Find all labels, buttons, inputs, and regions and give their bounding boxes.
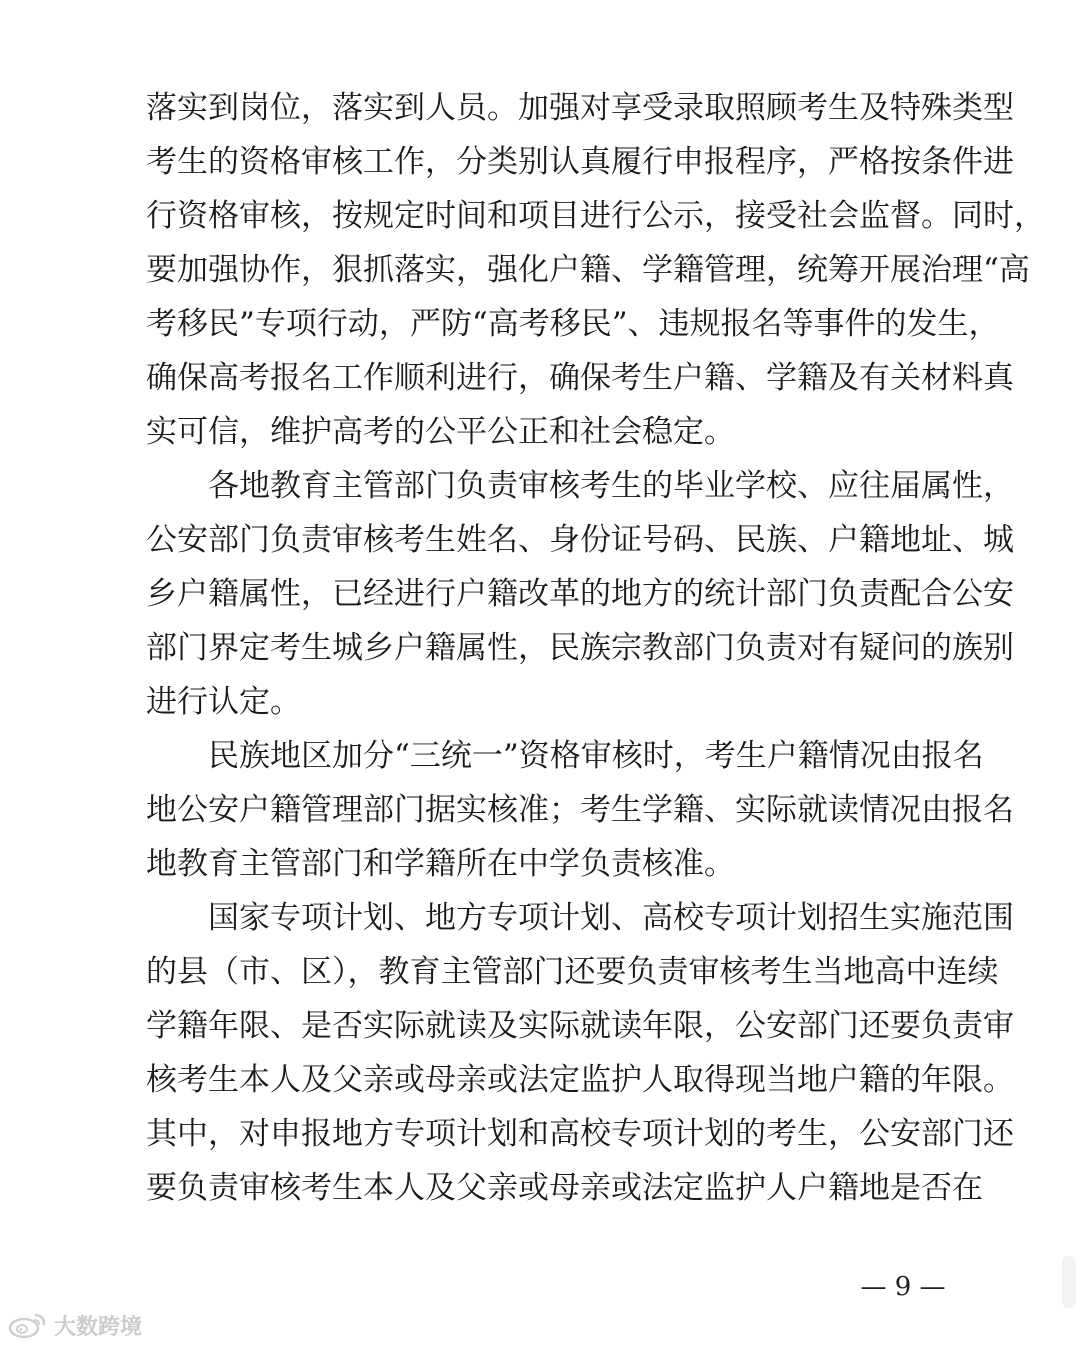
weibo-logo-icon bbox=[6, 1310, 50, 1340]
text-line: 行资格审核，按规定时间和项目进行公示，接受社会监督。同时， bbox=[146, 198, 1045, 234]
watermark-text: 大数跨境 bbox=[54, 1314, 143, 1340]
text-line: 进行认定。 bbox=[146, 684, 301, 720]
text-line: 实可信，维护高考的公平公正和社会稳定。 bbox=[146, 414, 735, 450]
text-line: 部门界定考生城乡户籍属性，民族宗教部门负责对有疑问的族别 bbox=[146, 630, 1014, 666]
text-line: 确保高考报名工作顺利进行，确保考生户籍、学籍及有关材料真 bbox=[146, 360, 1014, 396]
watermark bbox=[6, 1308, 142, 1342]
text-line: 考移民”专项行动，严防“高考移民”、违规报名等事件的发生， bbox=[146, 306, 1000, 342]
text-line: 公安部门负责审核考生姓名、身份证号码、民族、户籍地址、城 bbox=[146, 522, 1014, 558]
page-number: — 9 — bbox=[860, 1272, 946, 1302]
text-line: 地公安户籍管理部门据实核准；考生学籍、实际就读情况由报名 bbox=[146, 792, 1014, 828]
text-line: 核考生本人及父亲或母亲或法定监护人取得现当地户籍的年限。 bbox=[146, 1062, 1014, 1098]
text-line: 要加强协作，狠抓落实，强化户籍、学籍管理，统筹开展治理“高 bbox=[146, 252, 1030, 288]
paragraph-first-line: 国家专项计划、地方专项计划、高校专项计划招生实施范围 bbox=[208, 900, 1014, 936]
text-line: 地教育主管部门和学籍所在中学负责核准。 bbox=[146, 846, 735, 882]
text-line: 乡户籍属性，已经进行户籍改革的地方的统计部门负责配合公安 bbox=[146, 576, 1014, 612]
scroll-edge-marker bbox=[1062, 1256, 1076, 1308]
text-line: 要负责审核考生本人及父亲或母亲或法定监护人户籍地是否在 bbox=[146, 1170, 983, 1206]
text-line: 学籍年限、是否实际就读及实际就读年限，公安部门还要负责审 bbox=[146, 1008, 1014, 1044]
paragraph-first-line: 各地教育主管部门负责审核考生的毕业学校、应往届属性， bbox=[208, 468, 1014, 504]
text-line: 落实到岗位，落实到人员。加强对享受录取照顾考生及特殊类型 bbox=[146, 90, 1014, 126]
text-line: 其中，对申报地方专项计划和高校专项计划的考生，公安部门还 bbox=[146, 1116, 1014, 1152]
paragraph-first-line: 民族地区加分“三统一”资格审核时，考生户籍情况由报名 bbox=[208, 738, 984, 774]
text-line: 考生的资格审核工作，分类别认真履行申报程序，严格按条件进 bbox=[146, 144, 1014, 180]
text-line: 的县（市、区），教育主管部门还要负责审核考生当地高中连续 bbox=[146, 954, 999, 990]
